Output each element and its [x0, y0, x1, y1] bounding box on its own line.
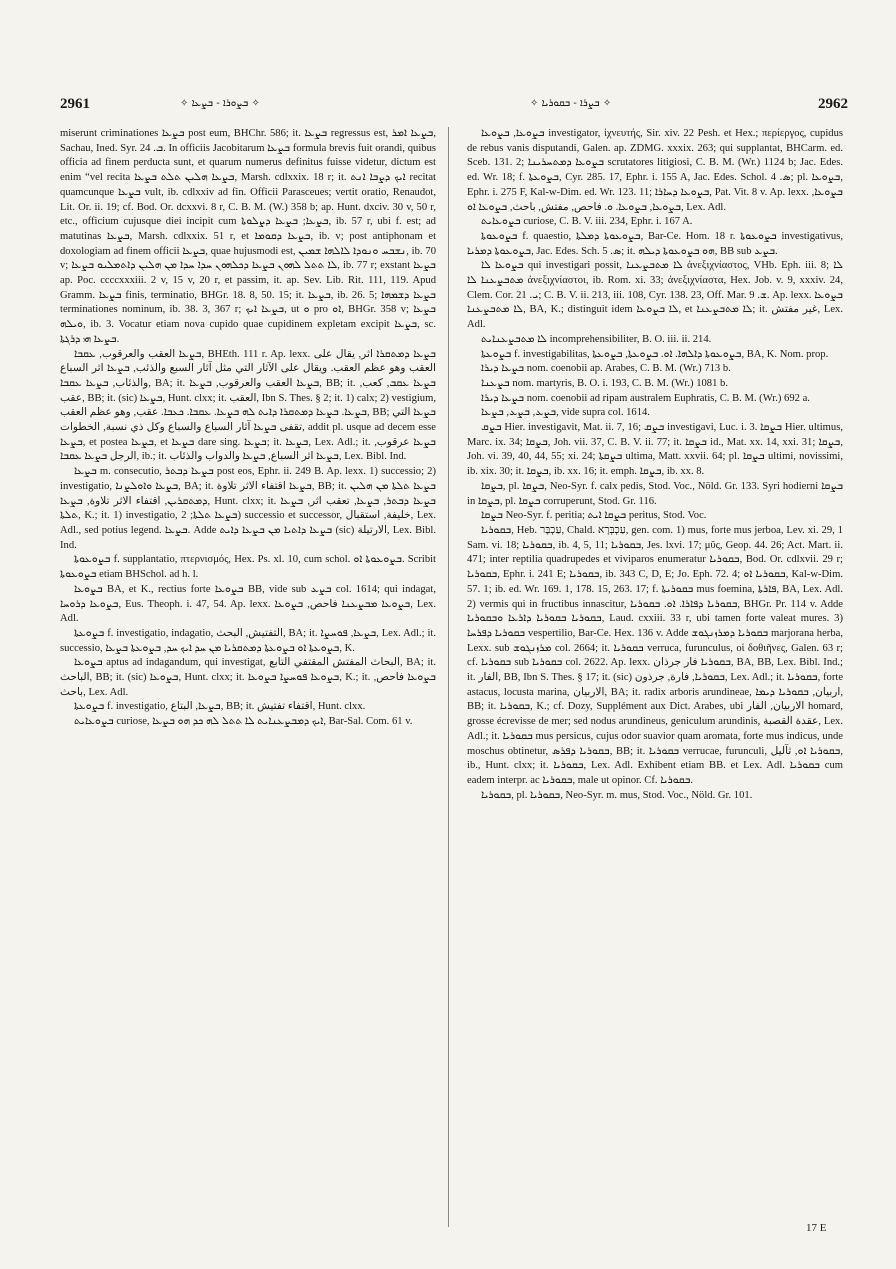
entry: ܒܨܘܥܐ aptus ad indagandum, qui investigat, البحاث المفتش المقتفي التابع, BA; it. الباحث, BB; it. (sic) ܒܨܘܥܐ, Hunt. clxx; it. ܒܨܘܥܐ ܦܘܚܨܐ ܒܨܘܥܐ, K.; it. ܒܨܘܥܐ فاحص, باحث, Lex. Adl. [60, 657, 437, 698]
entry: ܒܨܥܢܐ nom. martyris, B. O. i. 193, C. B. M. (Wr.) 1081 b. [481, 377, 728, 389]
entry: ܒܩܘܪܝܐ, Heb. עַכְבָּר, Chald. עַכְבְּרָא, gen. com. 1) mus, forte mus jerboa, Lev. xi. 29, 1 Sam. vi. 18; ܒܩܘܪܝܐ, ib. 4, 5, 11; ܒܩܘܪܝܐ, Jes. lxvi. 17; μῦς, Geop. 44. 26; Act. Mart. ii. 471; inter reptilia quadrupedes et viviparos enumeratur ܒܩܘܪܝܐ, Bod. Or. cdlxvii. 29 r; ܒܩܘܪܝܐ, Ephr. i. 241 E; ܒܩܘܪܝܐ, ib. 343 C, D, E; Jo. Eph. 72. 4; ܒܩܘܪܝܐ ܐܘ, Kal-w-Dim. 57. 1; ib. ed. Wr. 169. 1, 178. 15, 263. 17; f. ܒܩܘܪܝܬܐ mus foemina, ܦܐܪܬܐ, BA, Lex. Adl. 2) vermis qui in fructibus innascitur, ܒܩܘܪܝܐ ܕܦܐܪܐ. ܐܘ. ܒܩܘܪܝܐ, BHGr. Pr. 114 v. Adde ܒܩܘܪܝܐ ܒܩܘܪܝܐ ܕܐܪܥܐ ܘܒܩܘܪܝܐ, Laud. cxxiii. 33 r, ubi tamen forte valeat mures. 3) ܒܩܘܪܝܐ ܕܦܪܚܐ vespertilio, Bar-Ce. Hex. 136 v. Adde ܒܩܘܪܝܐ ܕܡܪܙܢܓܘܫ marjorana herba, Lexx. sub ܡܪܙܢܓܘܫ col. 2664; it. ܒܩܘܪܝܐ verruca, furunculus, οἱ δοθιῆνες, Galen. 63 r; cf. ܒܩܘܪܝܐ sub ܒܩܘܪܝܐ col. 2622. Ap. lexx. ܒܩܘܪܝܐ فار جرذان, BA, BB, Lex. Bibl. Ind.; it. الفار, BB, Ibn S. Thes. § 17; it. (sic) ܒܩܘܪܝܐ, فارة, جرذون, Lex. Adl.; it. ܒܩܘܪܝܐ, forte astacus, locusta marina, الاربيان, BA; it. radix arboris arundineae, اربيان, ܒܩܘܪܝܐ ܕܝܡܐ, BB; it. ܒܩܘܪܝܐ, K.; cf. Dozy, Supplément aux Dict. Arabes, ubi الاربيان, الفار homard, grosse écrevisse de mer; sed nodus arundineus, geniculum arundinis, عقدة القصبة, Lex. Adl.; it. ܒܩܘܪܝܐ mus persicus, cujus odor suavior quam aromata, forte mus indicus, unde moschus obtinetur, ܒܩܘܪܝܐ ܕܦܪܣ, BB; it. ܒܩܘܪܝܐ verrucae, furunculi, ܒܩܘܪܝܐ ܐܘ, ثآليل, ib., Hunt. clxx; it. ܒܩܘܪܝܐ, Lex. Adl. Exhibent etiam BB. et Lex. Adl. ܒܩܘܪܝܐ cum eadem interpr. ac ܒܩܘܪܝܐ, male ut opinor. Cf. ܒܩܘܪܝܐ. [467, 524, 844, 786]
entry: ܒܨܘܥܘܬܐ f. supplantatio, πτερνισμός, Hex. Ps. xl. 10, cum schol. ܒܨܘܥܘܬܐ ܐܘ. Scribit ܒܨܘܥܘܬܐ etiam BHSchol. ad h. l. [60, 554, 436, 581]
entry: ܒܨܘܥܬܐ f. investigatio, ܒܨܥܐ, البتاع, BB; it. اقتفاء تفتيش, Hunt. clxx. [74, 701, 366, 713]
page-number-right: 2962 [818, 96, 848, 112]
entry: ܠܐ ܡܬܒܨܥܢܐܝܬ incomprehensibiliter, B. O. iii. ii. 214. [481, 333, 712, 345]
column-divider [448, 127, 449, 1227]
running-head-left: ✧ ܒܨܘܪܐ - ܒܨܥܐ ✧ [180, 98, 260, 109]
entry: ܒܨܥܐ m. consecutio, ܒܨܥܐ ܕܒܬܪ post eos, Ephr. ii. 249 B. Ap. lexx. 1) successio; 2) investigatio, ܒܨܥܐ ܘܐܘܠܨܢܐ, BA; it. ܒܨܥܐ اقتفاء الاثر تلاوة, BB; it. ܒܨܥܐ ܬܠܬܐ ܡܢ ܗܠܝܢ ܕܡܬܩܪܝܢ, اقتفاء الاثر تلاوة, ܒܨܥܐ, Hunt. clxx; it. ܒܨܥܐ ܕܒܬܪ, ܒܨܥܐ, تعقب اثر, ܒܨܥܐ ܬܠܬܐ, K.; it. 1) investigatio, ܒܨܥܐ ܬܠܬܐ; 2) successio et successor, خليفة, استقبال, Lex. Adl., sed potius legend. ܒܨܥܐ. Adde ܒܨܥܐ ܕܐܬܝܐ ܡܢ ܒܨܥܐ ܕܐܝܬ (sic) الارتيلة, Lex. Bibl. Ind. [60, 466, 437, 551]
entry: ܒܨܩܐ Neo-Syr. f. peritia; ܒܨܩܐ ܐܝܬ peritus, Stod. Voc. [481, 510, 707, 522]
entry: ܒܨܘܥܐܝܬ curiose, ܐܝܟ ܕܡܒܨܥܢܐܝܬ ܠܐ ܬܬܠ ܠܗ ܟܕ ܗܘ ܒܨܥܐ, Bar-Sal. Com. 61 v. [74, 716, 413, 728]
entry: ܒܨܩ Hier. investigavit, Mat. ii. 7, 16; ܒܨܩ investigavi, Luc. i. 3. ܒܨܩܐ Hier. ultimus, Marc. ix. 34; ܒܨܩܐ, Joh. vii. 37, C. B. V. ii. 77; it. ܒܨܩܐ id., Mat. xx. 14, xxi. 31; ܒܨܩܐ, Joh. vi. 39, 40, 44, 55; xi. 24; ܒܨܩܬܐ ultima, Matt. xxvii. 64; pl. ܒܨܩܐ ultimi, novissimi, ib. xix. 30; it. ܒܨܩܐ, ib. xx. 16; it. emph. ܒܨܩܐ, ib. xx. 8. [467, 422, 844, 478]
running-head-right: ✧ ܒܨܪܐ - ܒܩܘܪܝܐ ✧ [530, 98, 612, 109]
entry: ܒܨܩܐ, pl. ܒܨܩܐ, Neo-Syr. f. calx pedis, Stod. Voc., Nöld. Gr. 133. Syri hodierni ܒܨܩܐ in ܒܨܩܐ, pl. ܒܨܩܐ corruperunt, Stod. Gr. 116. [467, 480, 844, 507]
entry: ܒܨܘܥܘܬܐ f. quaestio, ܒܨܘܥܘܬܐ ܕܡܠܬܐ, Bar-Ce. Hom. 18 r. ܒܨܘܥܘܬܐ investigativus, ܒܨܘܥܘܬܐ ܕܡܪܝܐ, Jac. Edes. Sch. ܣ. 5; it. ܗܘ ܒܨܘܥܘܬܐ ܕܝܠܗ, BB sub ܒܨܥ. [467, 230, 843, 257]
entry: ܒܨܘܥܬܐ f. investigatio, indagatio, التفتيش, البحث, BA; it. ܒܨܥܐ, ܦܘܚܨܐ, Lex. Adl.; it. successio, ܒܨܘܥܬܐ ܐܘ ܒܨܘܥܬܐ ܕܡܬܩܪܝܐ ܡܢ ܚܕ ܐܝܟ ܚܕ, ܒܨܘܥܬܐ ܒܨܥܐ, K. [60, 627, 436, 654]
entry: ܒܨܘܥܐ, ܒܨܘܥܐ investigator, ἰχνευτής, Sir. xiv. 22 Pesh. et Hex.; περίεργος, cupidus de rebus vanis disputandi, Galen. ap. ZDMG. xxxix. 263; qui supplantat, BHCarm. ed. Sceb. 131. 2; ܒܨܘܥܐ ܕܡܬܚܪܝܢܐ scrutatores litigiosi, C. B. M. (Wr.) 1124 b; Jac. Edes. ed. Wr. 18; f. ܒܨܘܥܬܐ, Cyr. 285. 17, Ephr. i. 155 A, Jac. Edes. Schol. ܣ. 4; pl. ܒܨܘܥܐ, Ephr. i. 275 F, Kal-w-Dim. ed. Wr. 123. 11; ܒܨܘܥܐ ܕܚܐܪܐ, Pat. Vit. 8 v. Ap. lexx. ܒܨܘܥܐ, ܒܨܘܥܐ, ܒܨܘܥܐ. ܘ. فاحص, مفتش, باحث, ܒܨܘܥܐ ܐܘ, Lex. Adl. [467, 128, 843, 213]
right-column [467, 127, 843, 803]
entry: ܒܨܘܥܐ ܠܐ qui investigari possit, ܠܐ ܡܬܒܨܥܢܐ ἀνεξιχνίαστος, VHb. Eph. iii. 8; ܠܐ ܡܬܒܨܥܢܐ ܠܐ ἀνεξιχνίαστοι, ib. Rom. xi. 33; ἀνεξιχνίαστα, Hex. Job. v. 9, xxxiv. 24, Clem. Cor. ܝ. 21; C. B. V. ii. 213, iii. 108, Cyr. 138. 23, Off. Mar. ܫ. 9. Ap. lexx. ܒܨܘܥܐ ܠܐ ܡܬܒܨܥܢܐ, BA, K.; distinguit idem ܠܐ ܒܨܘܥܐ, et ܠܐ ܡܬܒܨܥܢܐ; it. غير مفتش, Lex. Adl. [467, 260, 844, 331]
left-column [60, 127, 436, 730]
entry: ܒܩܘܪܝܐ, pl. ܒܩܘܪܝܐ, Neo-Syr. m. mus, Stod. Voc., Nöld. Gr. 101. [481, 789, 753, 801]
page-number-left: 2961 [60, 96, 90, 112]
page-header [60, 96, 848, 118]
entry: ܒܨܘܥܐܝܬ curiose, C. B. V. iii. 234, Ephr. i. 167 A. [481, 216, 693, 228]
entry: miserunt criminationes ܒܨܥܐ post eum, BHChr. 586; it. ܒܨܥܐ regressus est, ܒܨܥܐ ܐܡܪ, Sachau, Ined. Syr. ܒ. 24. In officiis Jacobitarum ܒܨܥܐ formula brevis fuit orandi, quibus officia ad finem perducta sunt, et quarum numerus definitus fuisse videtur, dictum est enim “vel recita ܒܨܥܐ ܗܠܝܢ ܬܠܬ ܒܨܥܐ, Marsh. cdlxxix. 18 r; it. ܐܝܟ ܕܨܒܐ ܐܢܬ recitat quamcunque ܒܨܥܐ vult, ib. cdlxxiv ad fin. Officii Parasceues; vertit oratio, Renaudot, Lit. Or. ii. 19; cf. Bod. Or. dcxxvi. 8 r, C. B. M. (W.) 358 b; ap. Hunt. dxciv. 30 v, 50 r, etc., officium cujusque diei incipit cum ܒܨܥܐ; ܒܨܥܐ ܕܨܠܘܬܐ, ib. 57 r, ubi f. est; ad matutinas ܒܨܥܐ, Marsh. cdlxxix. 51 r, et ܒܨܥܐ ܕܩܘܡܐ, ib. v; post antiphonam et doxologiam ad finem officii ܒܨܥܐ, quae hujusmodi est, ܢܫܒܚ ܘܢܘܕܐ ܠܐܠܗܐ ܫܡܝܢ, ib. 70 v; ܠܐ ܬܬܠ ܠܗܘܢ ܒܨܥܐ ܕܟܠܗܘܢ ܚܕܐ ܚܕܐ ܡܢ ܗܠܝܢ ܕܐܬܡܠܝܘ ܒܨܥܐ, ib. 77 r; exstant ܒܨܥܐ ap. Poc. ccccxxxiii. 2 v, 15 v, 20 r, et passim, it. ap. Sev. Lib. Rit. 111, 119. Apud Gramm. ܒܨܥܐ finis, terminatio, BHGr. 18. 8, 50. 15; it. ܒܨܥܐ, ib. 26. 5; ܒܨܥܐ ܕܫܡܗܐ terminationes nominum, ib. 38. 3, 367 r; ܒܨܥܐ ܐܝܟ, ut ܘ pro ܐܘ, BHGr. 358 v; ܒܨܥܐ ܘܝܠܗ, ib. 3. Vocatur etiam nova cupido quae cupidinem expletam excipit ܒܨܥܐ, sc. ܒܨܥܐ ܗܝ ܕܪܓܬܐ. [60, 128, 437, 345]
entry: ܒܨܥܐ العقب والعرقوب, ܥܩܒܐ, BHEth. 111 r. Ap. lexx. ܒܨܥܐ ܕܡܬܩܪܐ اثر, يقال على العقب وهو عظم العقب. ويقال على الآثار التي مثل آثار السبع والذئب, ܒܨܥܐ اثر السباع والذئاب, ܒܨܥܐ ܥܩܒܐ, BA; it. ܒܨܥܐ العقب والعرقوب, ܒܨܥܐ, BB; it. ܒܨܥܐ ܥܩܒ, كعب, عقب, BB; it. (sic) ܒܨܥܐ, Hunt. clxx; it. العقب, Ibn S. Thes. § 2; it. 1) calx; 2) vestigium, ܒܨܥܐ. ܒܨܥܐ ܕܡܬܩܪܐ ܕܐܝܬ ܠܗ ܒܨܥܐ. ܥܩܒܐ. ܟܥܒܐ. عقب, وهو عظم العقب, BB; ܒܨܥܐ التي تقفى ܒܨܥܐ آثار السباع والسباع وكل ذي نسبة, الخطوات, addit pl. usque ad decem esse ܒܨܥܐ, et postea ܒܨܥܐ, et ܒܨܥܐ dare sing. ܒܨܥܐ; it. ܒܨܥܐ, Lex. Adl.; it. ܒܨܥܐ عرقوب, الرجل ܒܨܥܐ ܥܩܒܐ, ib.; it. ܒܨܥܐ اثر السباع, ܒܨܥܐ والدواب والذئاب, Lex. Bibl. Ind. [60, 348, 437, 463]
entry: ܒܨܥܐ ܕܝܪܐ nom. coenobii ap. Arabes, C. B. M. (Wr.) 713 b. [481, 363, 731, 375]
printer-signature: 17 E [806, 1222, 827, 1234]
entry: ܒܨܘܥܬܐ f. investigabilitas, ܒܨܘܥܘܬܐ ܕܐܠܗܐ. ܐܘ. ܒܨܘܥܬܐ, ܒܨܘܥܬܐ, BA, K. Nom. prop. [481, 348, 829, 360]
entry: ܒܨܥܐ ܕܝܪܐ nom. coenobii ad ripam australem Euphratis, C. B. M. (Wr.) 692 a. [481, 392, 810, 404]
entry: ܒܨܘܥܐ BA, et K., rectius forte ܒܨܘܥܐ BB, vide sub ܒܨܥ col. 1614; qui indagat, ܒܨܘܥܐ ܕܪܘܚܐ, Eus. Theoph. i. 47, 54. Ap. lexx. ܒܨܘܥܐ ܡܒܨܥܢܐ فاحص, ܒܨܘܥܐ, Lex. Adl. [60, 583, 436, 625]
entry: ܒܨܥ, ܒܨܥ, ܒܨܥܐ, vide supra col. 1614. [481, 407, 650, 419]
